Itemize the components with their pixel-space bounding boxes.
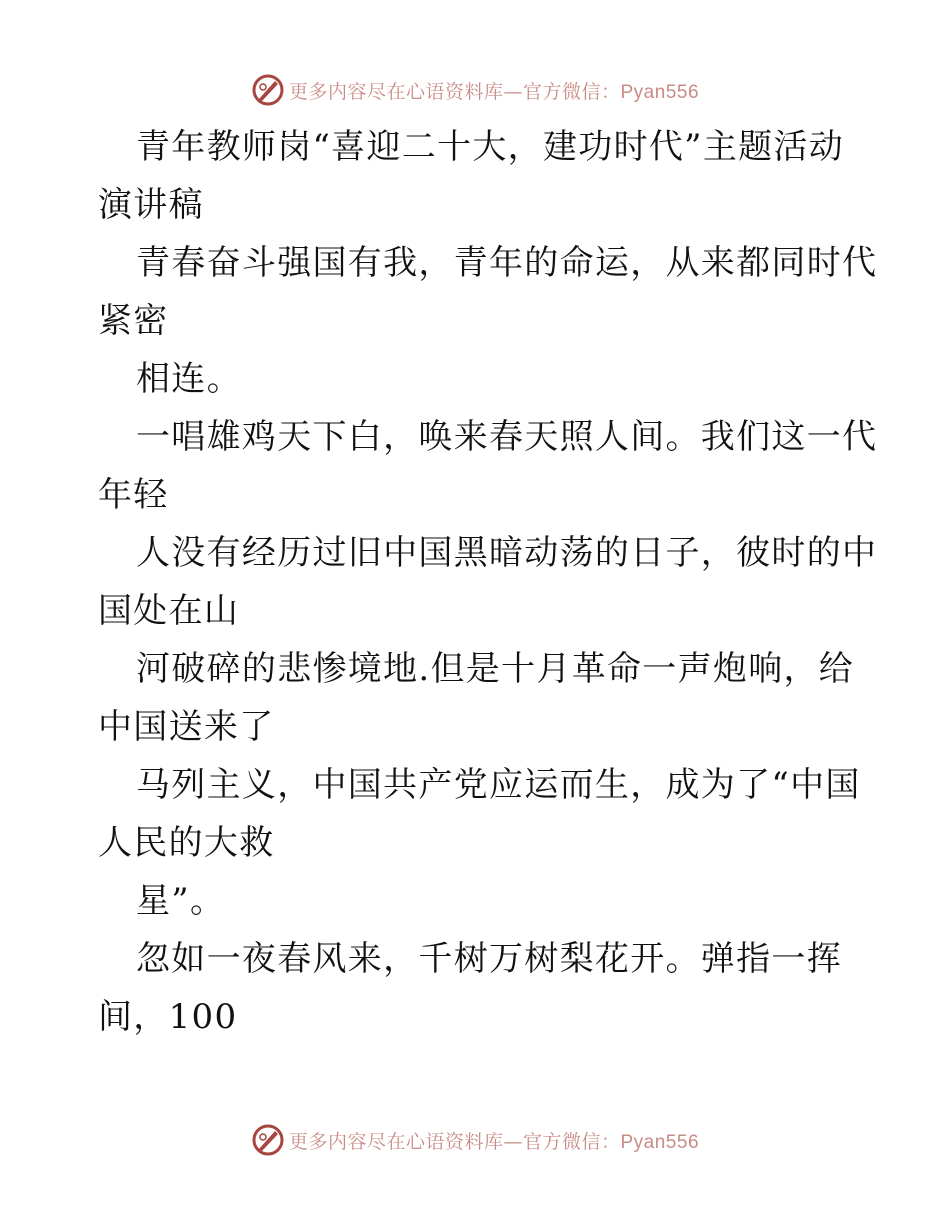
- text-line: 年轻: [98, 475, 169, 515]
- text-line: 忽如一夜春风来，千树万树梨花开。弹指一挥: [136, 939, 842, 979]
- text-line: 河破碎的悲惨境地.但是十月革命一声炮响，给: [136, 649, 855, 689]
- quill-logo-icon: [251, 1123, 285, 1157]
- text-line: 人民的大救: [98, 823, 275, 863]
- watermark-text: 更多内容尽在心语资料库—官方微信：Pyan556: [288, 80, 700, 103]
- text-line: 马列主义，中国共产党应运而生，成为了“中国: [136, 765, 861, 805]
- quill-logo-icon: [251, 73, 285, 107]
- text-line: 一唱雄鸡天下白，唤来春天照人间。我们这一代: [136, 417, 878, 457]
- watermark-text: 更多内容尽在心语资料库—官方微信：Pyan556: [288, 1130, 700, 1153]
- text-line: 相连。: [136, 359, 242, 399]
- text-line: 人没有经历过旧中国黑暗动荡的日子，彼时的中: [136, 533, 878, 573]
- document-body: [98, 118, 878, 1046]
- text-line: 演讲稿: [98, 185, 204, 225]
- text-line: 国处在山: [98, 591, 240, 631]
- header-watermark: [0, 70, 950, 110]
- text-line: 青春奋斗强国有我，青年的命运，从来都同时代: [136, 243, 878, 283]
- footer-watermark: [0, 1120, 950, 1160]
- text-line: 间，100: [98, 997, 238, 1037]
- text-line: 青年教师岗“喜迎二十大，建功时代”主题活动: [136, 127, 845, 167]
- text-line: 中国送来了: [98, 707, 275, 747]
- text-line: 紧密: [98, 301, 169, 341]
- text-line: 星”。: [136, 881, 226, 921]
